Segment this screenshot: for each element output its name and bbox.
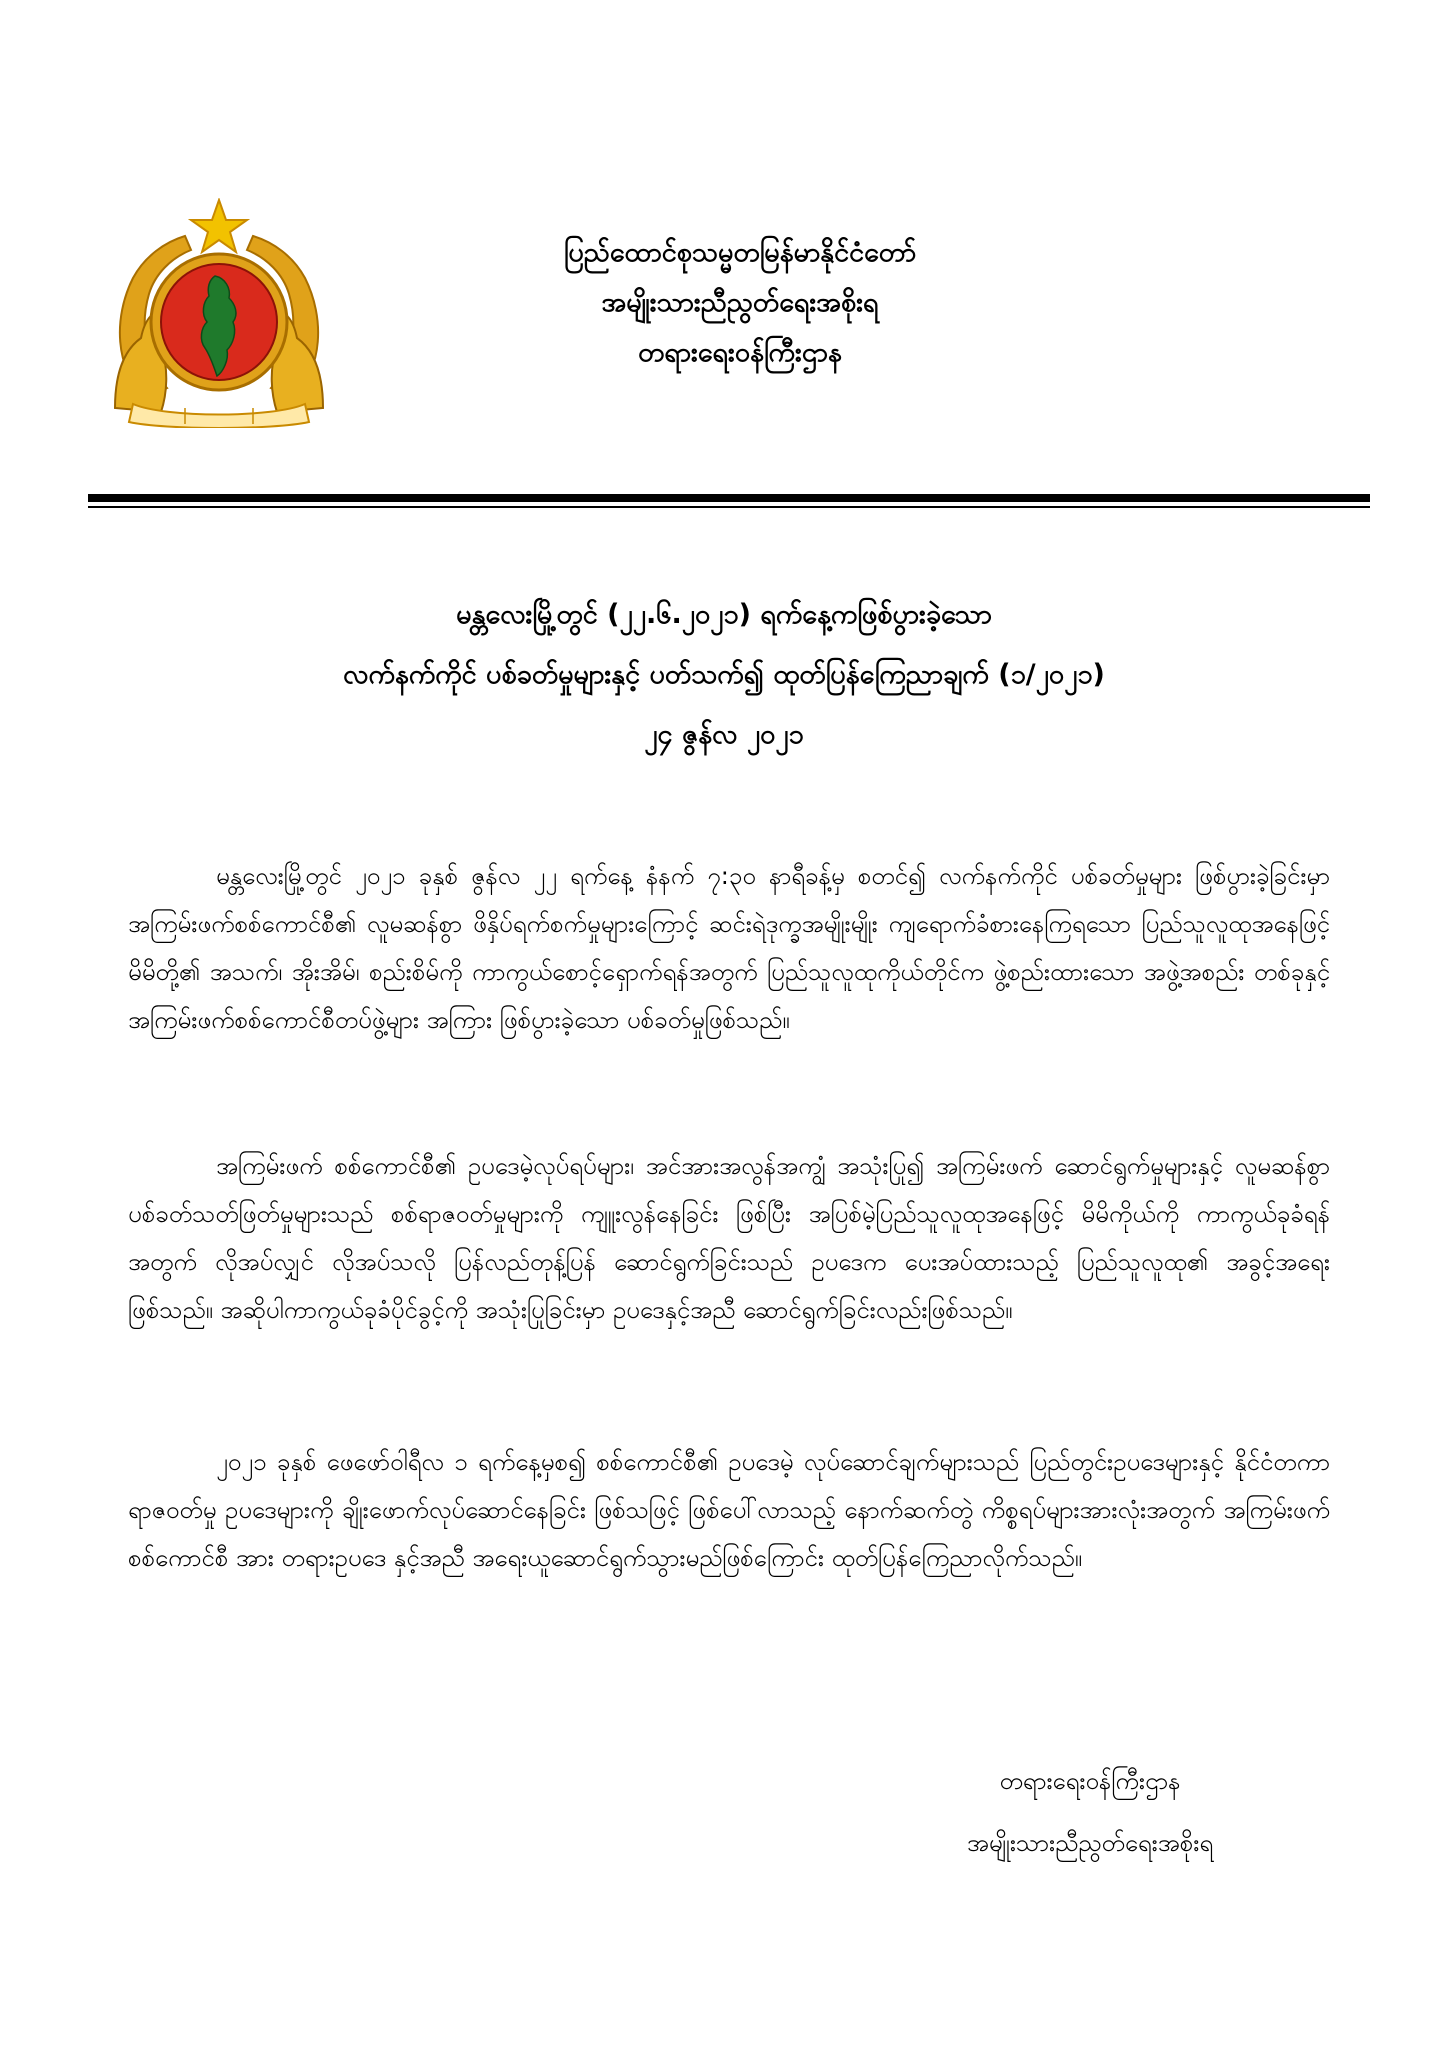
header-government-name: အမျိုးသားညီညွတ်ရေးအစိုးရ (601, 287, 879, 318)
signature-block (900, 1750, 1280, 1874)
title-line-2: လက်နက်ကိုင် ပစ်ခတ်မှုများနှင့် ပတ်သက်၍ ထုတ်ပြန်ကြေညာချက် (၁/၂၀၂၁) (343, 659, 1105, 690)
paragraph-2: အကြမ်းဖက် စစ်ကောင်စီ၏ ဥပဒေမဲ့လုပ်ရပ်များ၊ အင်အားအလွန်အကျွံ အသုံးပြု၍ အကြမ်းဖက် ဆောင်ရွက်မှုများနှင့် လူမဆန်စွာ ပစ်ခတ်သတ်ဖြတ်မှုများသည် စစ်ရာဇဝတ်မှုများကို ကျူးလွန်နေခြင်း ဖြစ်ပြီး အပြစ်မဲ့ပြည်သူလူထုအနေဖြင့် မိမိကိုယ်ကို ကာကွယ်ခုခံရန်အတွက် လိုအပ်လျှင် လိုအပ်သလို ပြန်လည်တုန့်ပြန် ဆောင်ရွက်ခြင်းသည် ဥပဒေက ပေးအပ်ထားသည့် ပြည်သူလူထု၏ အခွင့်အရေး ဖြစ်သည်။ အဆိုပါကာကွယ်ခုခံပိုင်ခွင့်ကို အသုံးပြုခြင်းမှာ ဥပဒေနှင့်အညီ ဆောင်ရွက်ခြင်းလည်းဖြစ်သည်။ (128, 1152, 1330, 1324)
header-divider-thick (88, 494, 1370, 502)
paragraph-3: ၂၀၂၁ ခုနှစ် ဖေဖော်ဝါရီလ ၁ ရက်နေ့မှစ၍ စစ်ကောင်စီ၏ ဥပဒေမဲ့ လုပ်ဆောင်ချက်များသည် ပြည်တွင်းဥပဒေများနှင့် နိုင်ငံတကာရာဇဝတ်မှု ဥပဒေများကို ချိုးဖောက်လုပ်ဆောင်နေခြင်း ဖြစ်သဖြင့် ဖြစ်ပေါ်လာသည့် နောက်ဆက်တွဲ ကိစ္စရပ်များအားလုံးအတွက် အကြမ်းဖက်စစ်ကောင်စီ အား တရားဥပဒေ နှင့်အညီ အရေးယူဆောင်ရွက်သွားမည်ဖြစ်ကြောင်း ထုတ်ပြန်ကြေညာလိုက်သည်။ (128, 1448, 1330, 1572)
title-line-1: မန္တလေးမြို့တွင် (၂၂.၆.၂၀၂၁) ရက်နေ့ကဖြစ်ပွားခဲ့သော (456, 599, 992, 630)
header-country-name: ပြည်ထောင်စုသမ္မတမြန်မာနိုင်ငံတော် (563, 237, 917, 268)
paragraph-1: မန္တလေးမြို့တွင် ၂၀၂၁ ခုနှစ် ဇွန်လ ၂၂ ရက်နေ့ နံနက် ၇:၃၀ နာရီခန့်မှ စတင်၍ လက်နက်ကိုင် ပစ်ခတ်မှုများ ဖြစ်ပွားခဲ့ခြင်းမှာ အကြမ်းဖက်စစ်ကောင်စီ၏ လူမဆန်စွာ ဖိနှိပ်ရက်စက်မှုများကြောင့် ဆင်းရဲဒုက္ခအမျိုးမျိုး ကျရောက်ခံစားနေကြရသော ပြည်သူလူထုအနေဖြင့် မိမိတို့၏ အသက်၊ အိုးအိမ်၊ စည်းစိမ်ကို ကာကွယ်စောင့်ရှောက်ရန်အတွက် ပြည်သူလူထုကိုယ်တိုင်က ဖွဲ့စည်းထားသော အဖွဲ့အစည်း တစ်ခုနှင့် အကြမ်းဖက်စစ်ကောင်စီတပ်ဖွဲ့များ အကြား ဖြစ်ပွားခဲ့သော ပစ်ခတ်မှုဖြစ်သည်။ (128, 862, 1330, 1034)
signature-government: အမျိုးသားညီညွတ်ရေးအစိုးရ (966, 1829, 1214, 1857)
header-ministry-name: တရားရေးဝန်ကြီးဌာန (638, 337, 842, 368)
myanmar-state-seal-icon (105, 198, 333, 428)
header-divider-thin (88, 506, 1370, 508)
statement-title (150, 585, 1298, 765)
signature-ministry: တရားရေးဝန်ကြီးဌာန (999, 1767, 1181, 1795)
document-header (430, 228, 1050, 378)
statement-date: ၂၄ ဇွန်လ ၂၀၂၁ (644, 719, 804, 750)
